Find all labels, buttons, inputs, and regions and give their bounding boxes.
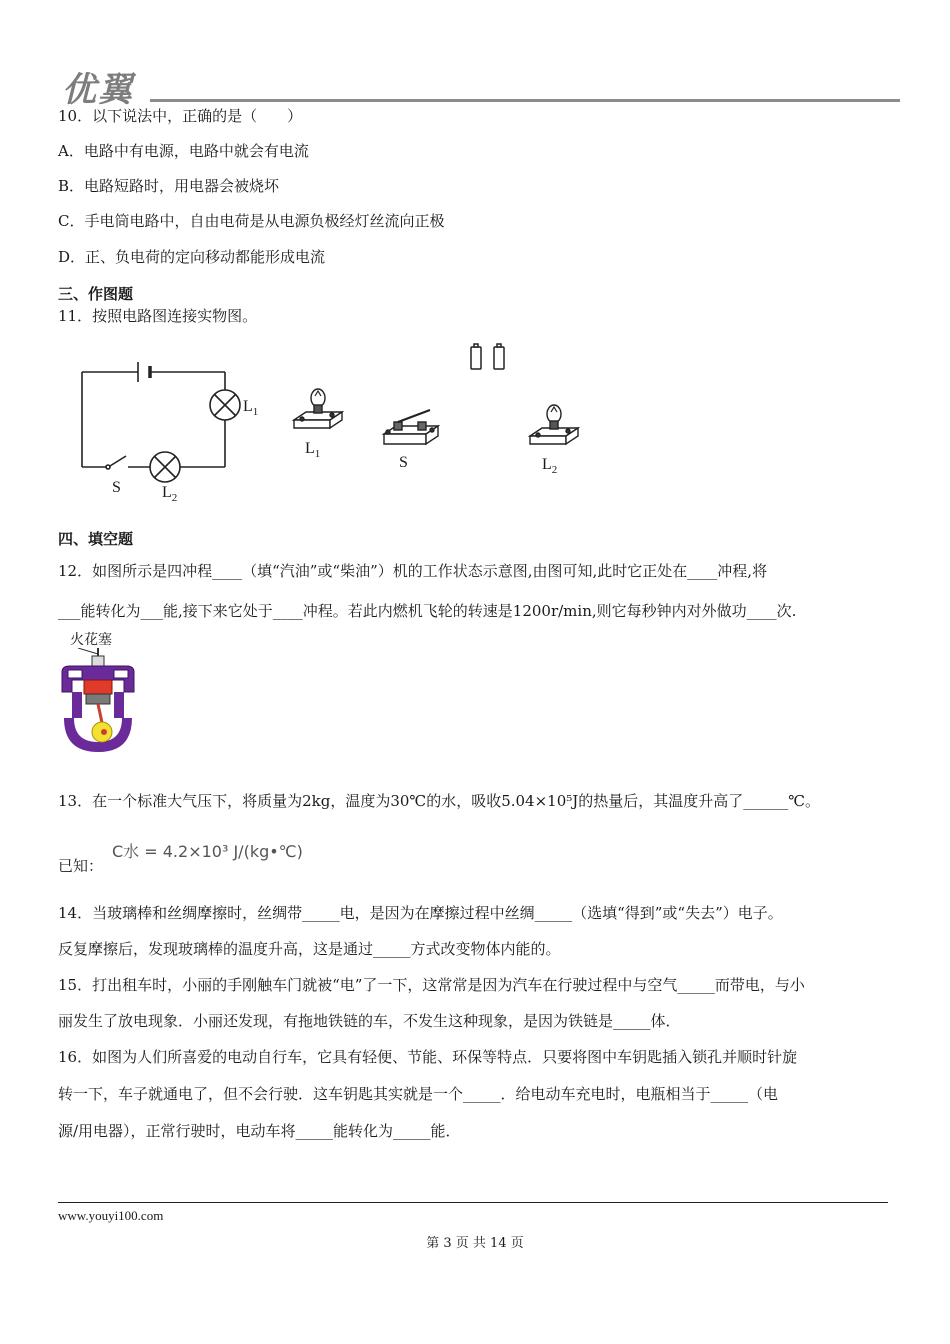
q11-stem: 11．按照电路图连接实物图。	[58, 307, 258, 325]
schematic-label-l2: $L_2$	[162, 484, 178, 505]
spark-plug-label: 火花塞	[70, 632, 112, 648]
battery-pair-device	[468, 343, 510, 373]
q10-option-b: B．电路短路时，用电器会被烧坏	[58, 177, 280, 195]
section4-title: 四、填空题	[58, 530, 134, 548]
spark-plug-icon	[78, 648, 104, 666]
footer-rule	[58, 1202, 888, 1203]
lamp-l1-symbol	[210, 390, 240, 420]
q13-known-prefix: 已知：	[58, 857, 104, 875]
q16-line2: 转一下，车子就通电了，但不会行驶．这车钥匙其实就是一个_____．给电动车充电时，电瓶相当于_____（电	[58, 1085, 779, 1103]
lamp-l2-symbol	[150, 452, 180, 482]
q15-line1: 15．打出租车时，小丽的手刚触车门就被“电”了一下，这常常是因为汽车在行驶过程中与空气_____而带电，与小	[58, 976, 805, 994]
q10-option-a: A．电路中有电源，电路中就会有电流	[58, 142, 309, 160]
header-rule	[150, 99, 900, 102]
device-label-l1: $L_1$	[305, 440, 321, 461]
lamp-l1-device	[290, 382, 346, 438]
q10-stem: 10．以下说法中，正确的是（ ）	[58, 107, 303, 125]
q14-line1: 14．当玻璃棒和丝绸摩擦时，丝绸带_____电，是因为在摩擦过程中丝绸_____（选填“得到”或“失去”）电子。	[58, 904, 783, 922]
q14-line2: 反复摩擦后，发现玻璃棒的温度升高，这是通过_____方式改变物体内能的。	[58, 940, 561, 958]
q10-option-d: D．正、负电荷的定向移动都能形成电流	[58, 248, 326, 266]
q15-line2: 丽发生了放电现象．小丽还发现，有拖地铁链的车，不发生这种现象，是因为铁链是_____体．	[58, 1012, 681, 1030]
footer-url[interactable]: www.youyi100.com	[58, 1208, 164, 1223]
schematic-label-s: S	[112, 479, 121, 496]
q12-line1: 12．如图所示是四冲程____（填“汽油”或“柴油”）机的工作状态示意图,由图可知,此时它正处在____冲程,将	[58, 562, 768, 580]
q16-line3: 源/用电器），正常行驶时，电动车将_____能转化为_____能．	[58, 1122, 461, 1140]
page-number: 第 3 页 共 14 页	[426, 1236, 524, 1251]
schematic-label-l1: $L_1$	[243, 398, 259, 419]
q10-option-c: C．手电筒电路中，自由电荷是从电源负极经灯丝流向正极	[58, 212, 445, 230]
battery-symbol	[138, 362, 150, 382]
q13-formula: C水 = 4.2×10³ J/(kg•℃)	[112, 842, 303, 861]
q12-line2: ___能转化为___能,接下来它处于____冲程。若此内燃机飞轮的转速是1200r/min,则它每秒钟内对外做功____次.	[58, 602, 797, 620]
brand-logo: 优翼	[62, 70, 134, 110]
q13-line1: 13．在一个标准大气压下，将质量为2kg，温度为30℃的水，吸收5.04×10⁵J的热量后，其温度升高了______℃。	[58, 792, 821, 810]
switch-s-symbol	[106, 456, 126, 469]
device-label-s: S	[399, 454, 408, 471]
q16-line1: 16．如图为人们所喜爱的电动自行车，它具有轻便、节能、环保等特点．只要将图中车钥匙插入锁孔并顺时针旋	[58, 1048, 798, 1066]
lamp-l2-device	[526, 398, 582, 454]
device-label-l2: $L_2$	[542, 456, 558, 477]
switch-s-device	[380, 408, 442, 452]
section3-title: 三、作图题	[58, 285, 134, 303]
engine-diagram	[58, 648, 138, 758]
